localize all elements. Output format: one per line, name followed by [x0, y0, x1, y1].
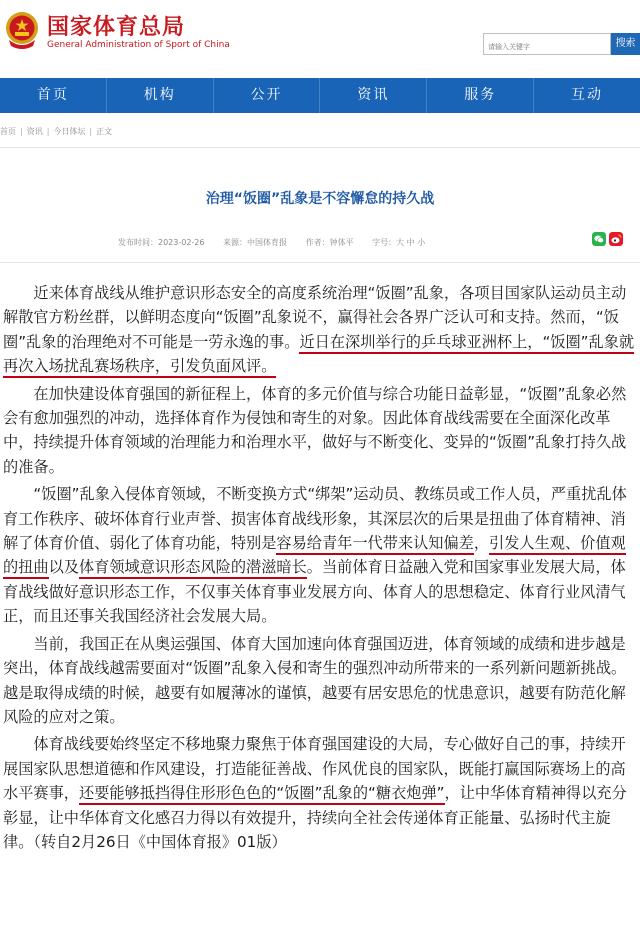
wechat-share-icon[interactable] — [592, 232, 606, 246]
search-box — [483, 33, 611, 55]
article-paragraph — [3, 281, 640, 379]
article-title: 治理“饭圈”乱象是不容懈怠的持久战 — [205, 191, 435, 207]
share-buttons — [592, 232, 623, 246]
article-body — [3, 281, 640, 857]
breadcrumb-current: 正文 — [96, 127, 113, 136]
divider — [0, 147, 640, 148]
breadcrumb-news[interactable]: 资讯 — [26, 127, 43, 136]
paragraph-text: ， — [473, 534, 489, 553]
site-subtitle: General Administration of Sport of China — [47, 40, 230, 50]
weibo-share-icon[interactable] — [609, 232, 623, 246]
main-nav — [0, 78, 640, 113]
article-source: 来源：中国体育报 — [223, 238, 288, 247]
paragraph-text: “饭圈”乱象入侵体育领域，不断变换方式“绑架”运动员、教练员或工作人员，严重扰乱体育工作秩序、破坏体育行业声誉、损害体育战线形象，其深层次的后果是扭曲了体育精神、消解了体育价值、弱化了体育功能，特别是 — [3, 485, 627, 553]
article-paragraph — [3, 632, 640, 730]
nav-item-public[interactable]: 公开 — [213, 78, 320, 113]
site-title[interactable]: 国家体育总局 — [47, 15, 186, 40]
annotation-underline: 引发人生观、价值观的扭曲 — [3, 534, 626, 579]
search-input[interactable] — [484, 38, 610, 56]
nav-item-interaction[interactable]: 互动 — [533, 78, 640, 113]
annotation-underline: 还要能够抵挡得住形形色色的“饭圈”乱象的“糖衣炮弹” — [79, 784, 445, 805]
article-author: 作者：钟体平 — [305, 238, 354, 247]
font-size-control[interactable]: 字号：大 中 小 — [372, 238, 426, 247]
nav-item-home[interactable]: 首页 — [36, 87, 69, 103]
nav-item-service[interactable]: 服务 — [426, 78, 533, 113]
article-paragraph — [3, 732, 640, 854]
article-meta — [118, 237, 441, 248]
annotation-underline: 容易给青年一代带来认知偏差 — [276, 534, 473, 555]
breadcrumb-home[interactable]: 首页 — [0, 127, 16, 136]
paragraph-text: 近来体育战线从维护意识形态安全的高度系统治理“饭圈”乱象，各项目国家队运动员主动解散官方粉丝群，以鲜明态度向“饭圈”乱象说不，赢得社会各界广泛认可和支持。然而，“饭圈”乱象的治理绝对不可能是一劳永逸的事。 — [3, 284, 627, 351]
publish-date: 发布时间：2023-02-26 — [118, 238, 205, 247]
paragraph-text: 。当前体育日益融入党和国家事业发展大局，体育战线做好意识形态工作，不仅事关体育事业发展方向、体育人的思想稳定、体育行业风清气正，而且还事关我国经济社会发展大局。 — [3, 558, 626, 626]
annotation-underline: 体育领域意识形态风险的潜滋暗长 — [79, 558, 307, 579]
paragraph-text: 以及 — [48, 558, 79, 577]
paragraph-text: ，让中华体育精神得以充分彰显，让中华体育文化感召力得以有效提升，持续向全社会传递体育正能量、弘扬时代主旋律。（转自2月26日《中国体育报》01版） — [3, 784, 627, 851]
nav-item-news[interactable]: 资讯 — [319, 78, 426, 113]
paragraph-text: 体育战线要始终坚定不移地聚力聚焦于体育强国建设的大局，专心做好自己的事，持续开展国家队思想道德和作风建设，打造能征善战、作风优良的国家队，既能打赢国际赛场上的高水平赛事， — [3, 735, 626, 803]
divider — [0, 262, 640, 263]
breadcrumb-today-sports[interactable]: 今日体坛 — [53, 127, 86, 136]
site-header — [0, 0, 640, 78]
annotation-underline: 近日在深圳举行的乒乓球亚洲杯上，“饭圈”乱象就再次入场扰乱赛场秩序，引发负面风评。 — [3, 333, 634, 378]
search-button[interactable]: 搜索 — [611, 33, 640, 55]
nav-item-organization[interactable]: 机构 — [106, 78, 213, 113]
article-paragraph — [3, 482, 640, 628]
national-emblem-icon[interactable] — [3, 10, 41, 50]
paragraph-text: 当前，我国正在从奥运强国、体育大国加速向体育强国迈进，体育领域的成绩和进步越是突出，体育战线越需要面对“饭圈”乱象入侵和寄生的强烈冲动所带来的一系列新问题新挑战。越是取得成绩的时候，越要有如履薄冰的谨慎，越要有居安思危的忧患意识，越要有防范化解风险的应对之策。 — [3, 634, 627, 726]
breadcrumb — [0, 126, 112, 137]
breadcrumb-separator: | — [89, 127, 93, 136]
paragraph-text: 在加快建设体育强国的新征程上，体育的多元价值与综合功能日益彰显，“饭圈”乱象必然会有愈加强烈的冲动，选择体育作为侵蚀和寄生的对象。因此体育战线需要在全面深化改革中，持续提升体育领域的治理能力和治理水平，做好与不断变化、变异的“饭圈”乱象打持久战的准备。 — [3, 384, 627, 476]
breadcrumb-separator: | — [20, 127, 23, 136]
article-paragraph — [3, 382, 640, 480]
breadcrumb-separator: | — [46, 127, 50, 136]
